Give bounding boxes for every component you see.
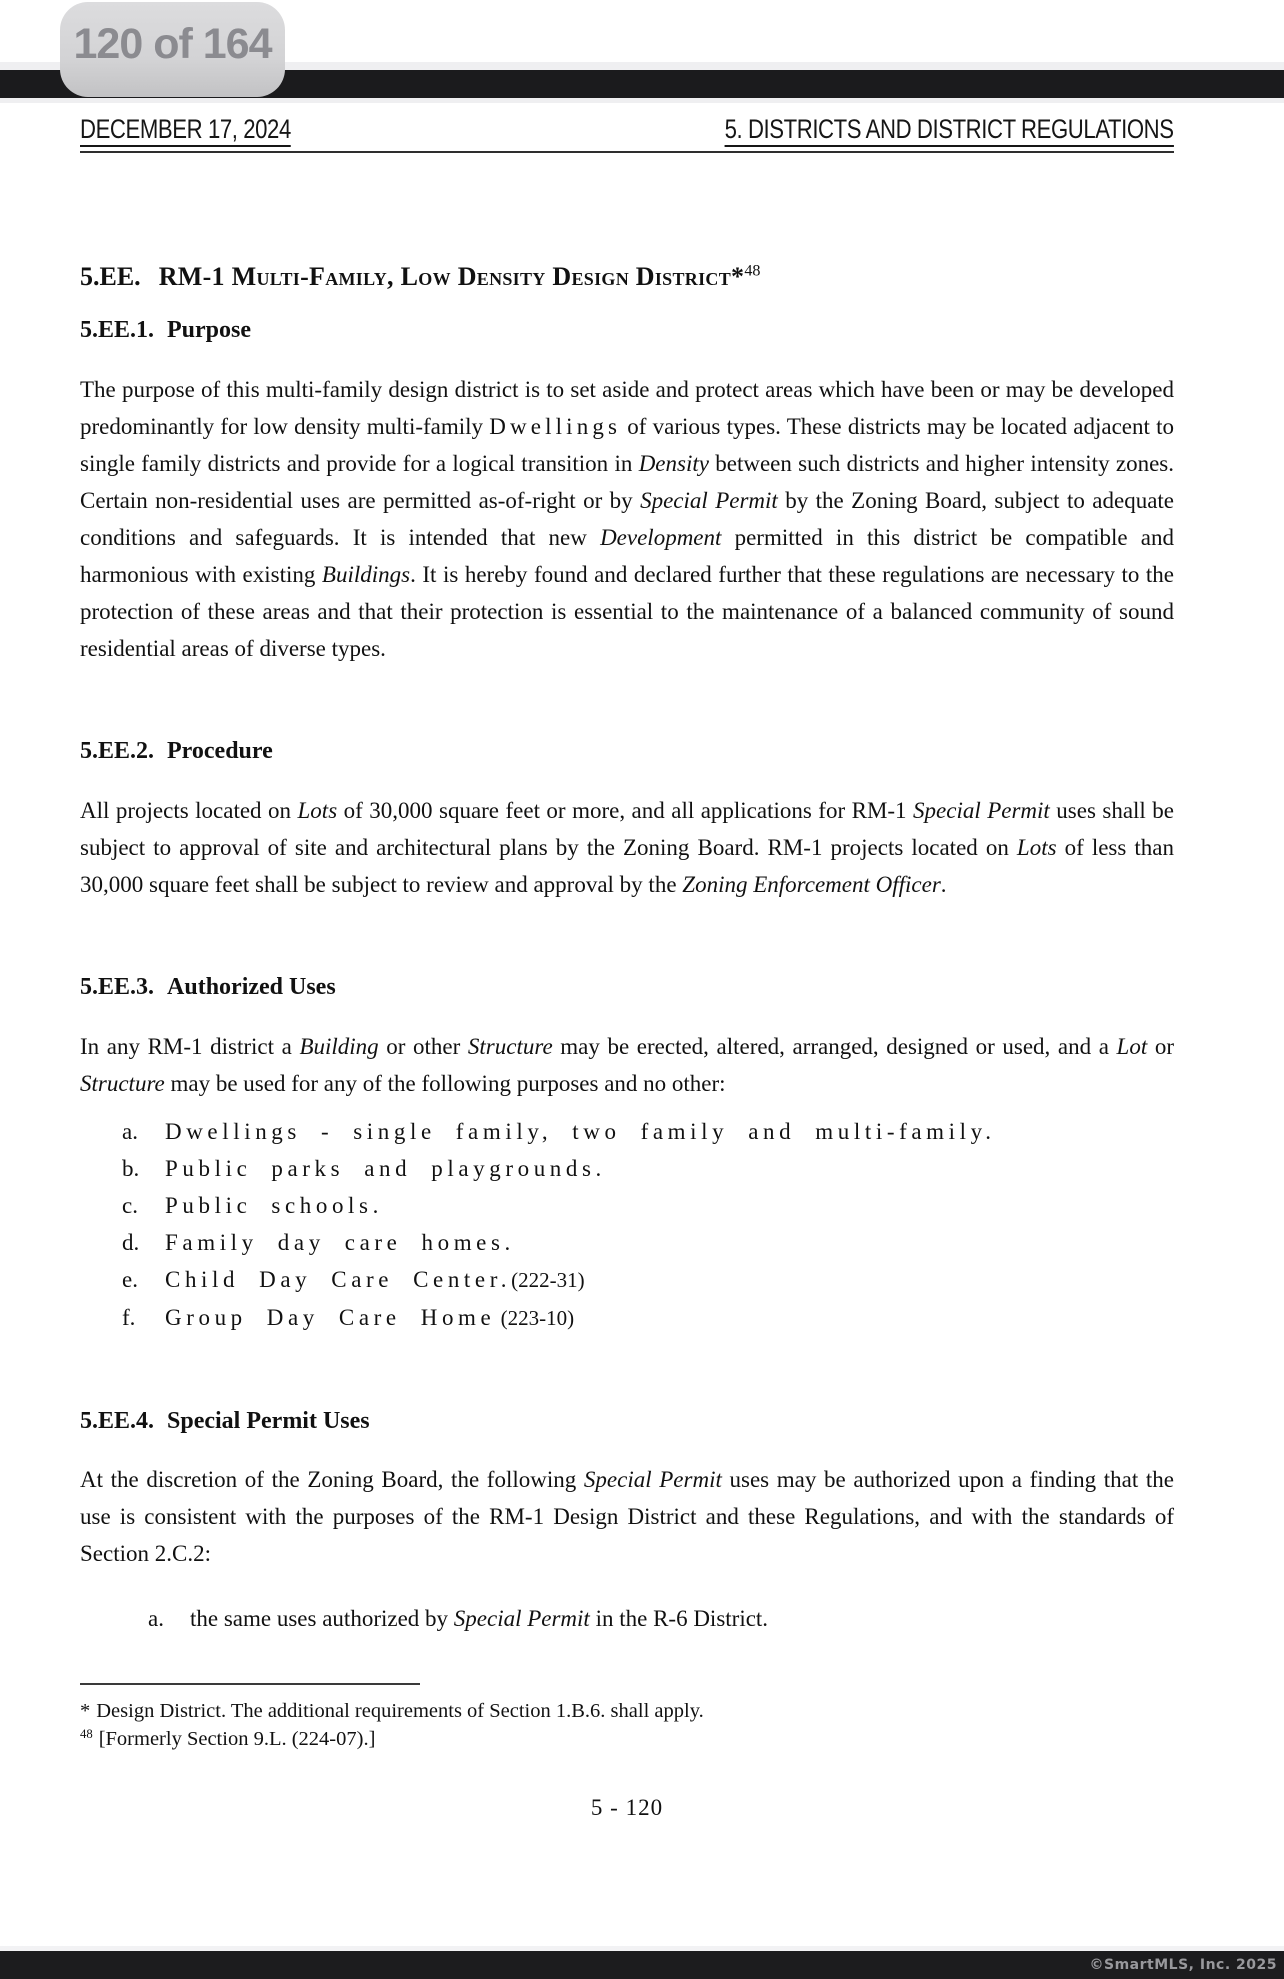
bottom-toolbar: [0, 1951, 1284, 1979]
special-permit-paragraph: At the discretion of the Zoning Board, the following Special Permit uses may be authorized upon a finding that the use is consistent with the purposes of the RM-1 Design District and these Regulations, and with the standards of Section 2.C.2:: [80, 1467, 1174, 1567]
special-permit-list: [80, 1600, 1174, 1637]
footnotes: [80, 1683, 1174, 1753]
heading-authorized-uses: 5.EE.3. Authorized Uses: [80, 973, 336, 1000]
list-item: b. Public parks and playgrounds.: [122, 1155, 606, 1181]
list-item: e. Child Day Care Center.(222-31): [122, 1266, 585, 1292]
procedure-paragraph: All projects located on Lots of 30,000 square feet or more, and all applications for RM-1 Special Permit uses shall be subject to approval of site and architectural plans by the Zoning Board. RM-1 projects located on Lots of less than 30,000 square feet shall be subject to review and approval by the Zoning Enforcement Officer.: [80, 797, 1174, 897]
heading-purpose: 5.EE.1. Purpose: [80, 317, 252, 344]
list-item: c. Public schools.: [122, 1192, 383, 1218]
document-header: [80, 116, 1174, 153]
authorized-uses-list: [80, 1113, 1174, 1337]
header-chapter: 5. DISTRICTS AND DISTRICT REGULATIONS: [725, 116, 1174, 147]
footnote-48: $^{48}$ [Formerly Section 9.L. (224-07).]: [80, 1726, 376, 1751]
list-item: f. Group Day Care Home (223-10): [122, 1304, 575, 1330]
section-title-text: RM-1 Multi-Family, Low Density Design District*: [158, 262, 745, 291]
page-number: 5 - 120: [590, 1795, 664, 1821]
copyright-watermark: ©SmartMLS, Inc. 2025: [1089, 1957, 1277, 1973]
list-item: a. the same uses authorized by Special Permit in the R-6 District.: [148, 1606, 769, 1632]
list-item: d. Family day care homes.: [122, 1229, 515, 1255]
heading-special-permit-uses: 5.EE.4. Special Permit Uses: [80, 1407, 370, 1434]
purpose-paragraph: The purpose of this multi-family design district is to set aside and protect areas which have been or may be developed predominantly for low density multi-family Dwellings of various types. These districts may be located adjacent to single family districts and provide for a logical transition in Density between such districts and higher intensity zones. Certain non-residential uses are permitted as-of-right or by Special Permit by the Zoning Board, subject to adequate conditions and safeguards. It is intended that new Development permitted in this district be compatible and harmonious with existing Buildings. It is hereby found and declared further that these regulations are necessary to the protection of these areas and that their protection is essential to the maintenance of a balanced community of sound residential areas of diverse types.: [80, 376, 1175, 661]
list-item: a. Dwellings - single family, two family and multi-family.: [122, 1118, 996, 1144]
header-date: DECEMBER 17, 2024: [80, 116, 291, 147]
heading-procedure: 5.EE.2. Procedure: [80, 737, 273, 764]
footnote-divider: [80, 1683, 420, 1685]
footnote-asterisk: * Design District. The additional requirements of Section 1.B.6. shall apply.: [80, 1700, 704, 1723]
authorized-uses-paragraph: In any RM-1 district a Building or other Structure may be erected, altered, arranged, designed or used, and a Lot or Structure may be used for any of the following purposes and no other:: [80, 1033, 1174, 1096]
section-title: [80, 261, 1174, 292]
section-title-number: 5.EE.: [80, 262, 141, 291]
footnote-reference: 48: [744, 262, 761, 280]
page-indicator-badge: 120 of 164: [60, 2, 285, 97]
